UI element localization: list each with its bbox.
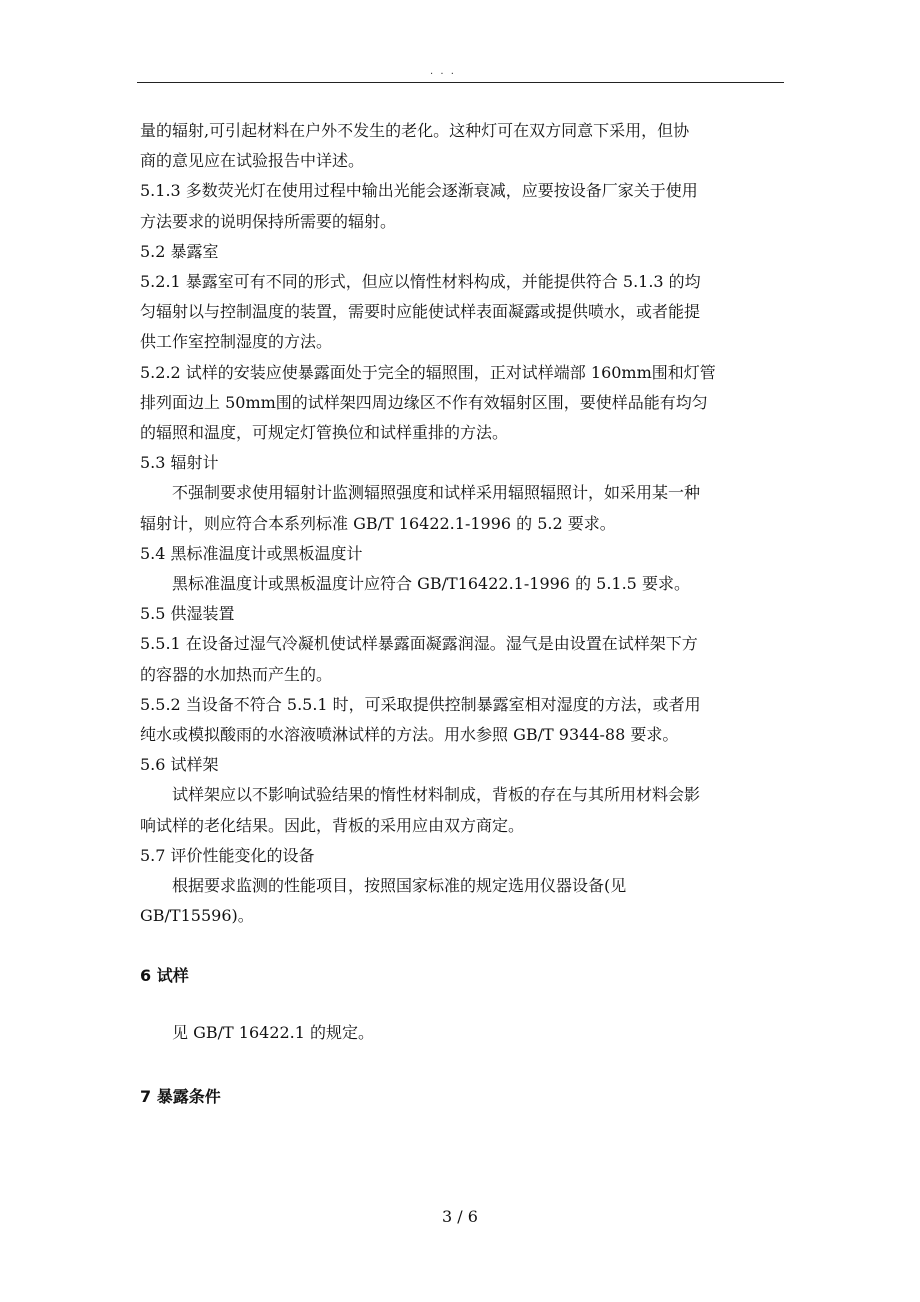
body-line: 不强制要求使用辐射计监测辐照强度和试样采用辐照辐照计，如采用某一种 <box>172 483 701 503</box>
body-line: 5.5.1 在设备过湿气冷凝机使试样暴露面凝露润湿。湿气是由设置在试样架下方 <box>140 634 698 654</box>
body-line: 匀辐射以与控制温度的装置，需要时应能使试样表面凝露或提供喷水，或者能提 <box>140 302 701 322</box>
body-line: 商的意见应在试验报告中详述。 <box>140 151 365 171</box>
body-line: 量的辐射,可引起材料在户外不发生的老化。这种灯可在双方同意下采用，但协 <box>140 121 690 140</box>
section-6-text: 见 GB/T 16422.1 的规定。 <box>172 1022 375 1042</box>
body-line: 5.2.2 试样的安装应使暴露面处于完全的辐照围，正对试样端部 160mm围和灯管 <box>140 362 716 382</box>
body-line: 纯水或模拟酸雨的水溶液喷淋试样的方法。用水参照 GB/T 9344-88 要求。 <box>140 725 679 745</box>
subsection-title: 5.6 试样架 <box>140 755 219 775</box>
subsection-title: 5.4 黑标准温度计或黑板温度计 <box>140 543 363 563</box>
subsection-title: 5.2 暴露室 <box>140 241 219 261</box>
body-line: GB/T15596)。 <box>140 906 254 926</box>
body-line: 黑标准温度计或黑板温度计应符合 GB/T16422.1-1996 的 5.1.5 要求。 <box>172 574 690 594</box>
body-line: 供工作室控制湿度的方法。 <box>140 332 333 352</box>
body-line: 5.1.3 多数荧光灯在使用过程中输出光能会逐渐衰减，应要按设备厂家关于使用 <box>140 181 698 201</box>
body-line: 排列面边上 50mm围的试样架四周边缘区不作有效辐射区围，要使样品能有均匀 <box>140 392 708 412</box>
document-body <box>140 116 785 1112</box>
section-6-heading: 6 试样 <box>140 966 189 986</box>
body-line: 5.5.2 当设备不符合 5.5.1 时，可采取提供控制暴露室相对湿度的方法，或者用 <box>140 694 701 714</box>
body-line: 辐射计，则应符合本系列标准 GB/T 16422.1-1996 的 5.2 要求。 <box>140 513 616 533</box>
body-line: 5.2.1 暴露室可有不同的形式，但应以惰性材料构成，并能提供符合 5.1.3 的均 <box>140 272 701 292</box>
header-rule <box>137 82 784 83</box>
header-marks: . . . <box>430 66 456 77</box>
subsection-title: 5.5 供湿装置 <box>140 604 235 624</box>
body-line: 的辐照和温度，可规定灯管换位和试样重排的方法。 <box>140 423 509 443</box>
body-line: 方法要求的说明保持所需要的辐射。 <box>140 211 397 231</box>
body-line: 根据要求监测的性能项目，按照国家标准的规定选用仪器设备(见 <box>172 876 627 896</box>
section-7-heading: 7 暴露条件 <box>140 1086 221 1106</box>
subsection-title: 5.3 辐射计 <box>140 453 219 473</box>
page-number: 3 / 6 <box>442 1207 478 1226</box>
subsection-title: 5.7 评价性能变化的设备 <box>140 845 315 865</box>
body-line: 试样架应以不影响试验结果的惰性材料制成，背板的存在与其所用材料会影 <box>172 785 701 805</box>
body-line: 的容器的水加热而产生的。 <box>140 664 333 684</box>
body-line: 响试样的老化结果。因此，背板的采用应由双方商定。 <box>140 815 525 835</box>
